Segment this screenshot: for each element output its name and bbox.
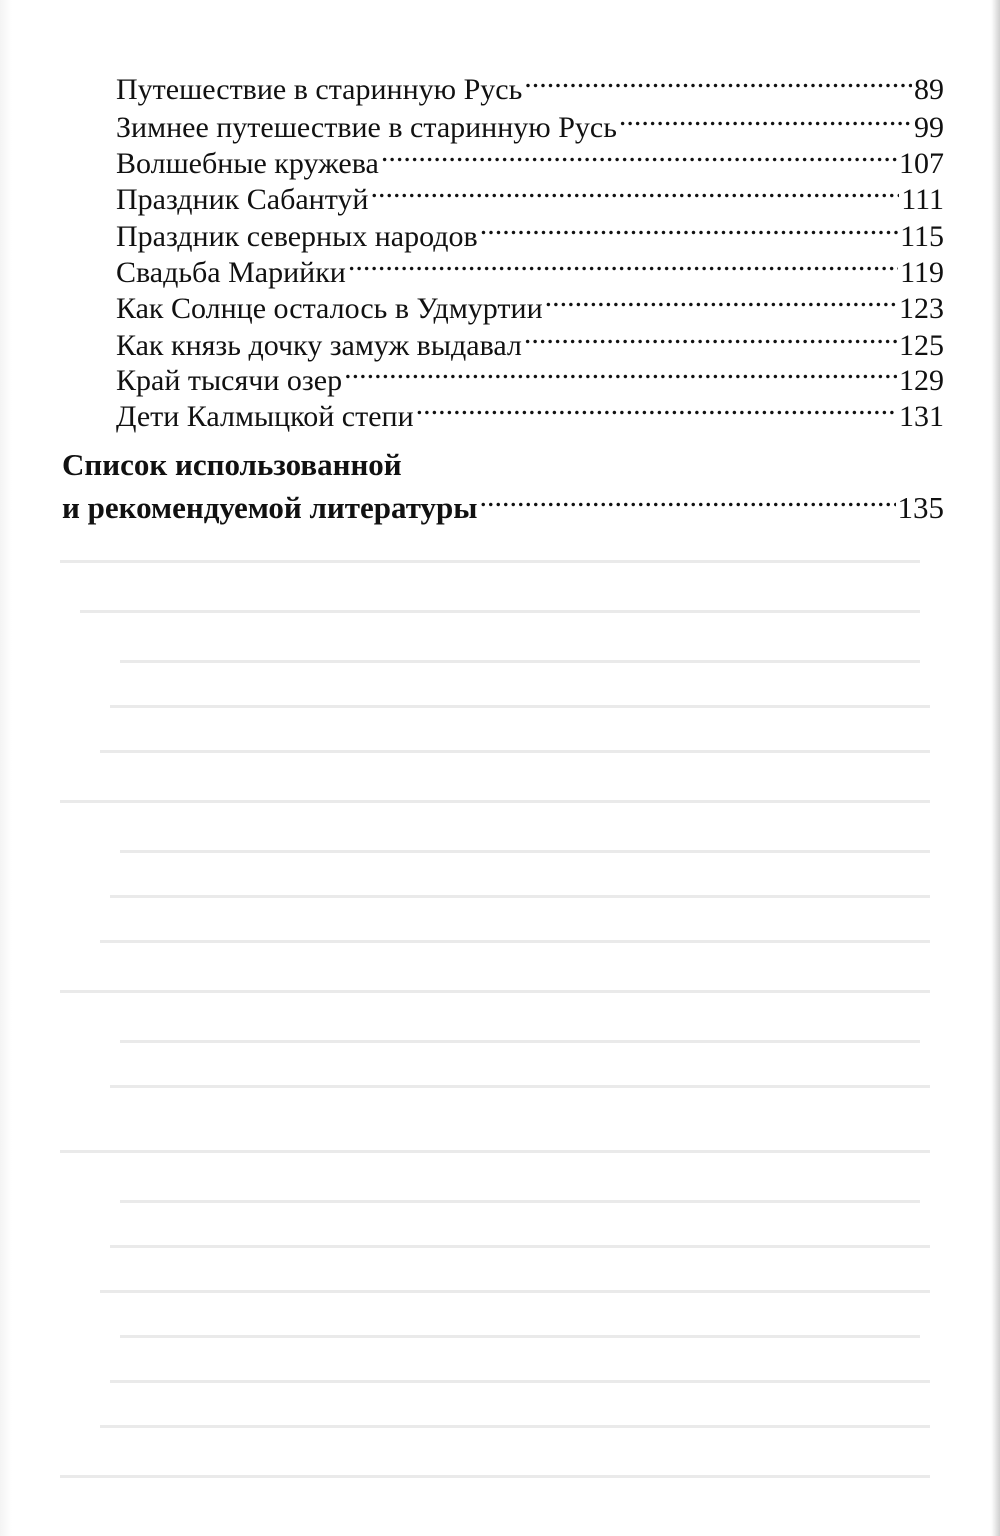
- toc-entry-title: Волшебные кружева: [116, 147, 379, 180]
- toc-entry-title: Зимнее путешествие в старинную Русь: [116, 111, 617, 144]
- toc-entry-title: Праздник северных народов: [116, 220, 478, 253]
- section-page: 135: [897, 490, 944, 525]
- dot-leader: [480, 212, 898, 246]
- toc-entry: [116, 175, 944, 217]
- toc-entry: [116, 65, 944, 107]
- dot-leader: [524, 321, 897, 355]
- toc-entry-page: 125: [899, 329, 944, 362]
- toc-entry-page: 111: [901, 183, 944, 216]
- toc-entry-title: Праздник Сабантуй: [116, 183, 369, 216]
- section-heading-line2: и рекомендуемой литературы: [62, 490, 478, 525]
- toc-entry-page: 99: [914, 111, 944, 144]
- dot-leader: [619, 103, 912, 137]
- toc-entry-title: Путешествие в старинную Русь: [116, 73, 523, 106]
- toc-entry-page: 89: [914, 73, 944, 106]
- toc-entry-title: Свадьба Марийки: [116, 256, 346, 289]
- dot-leader: [344, 356, 897, 390]
- toc-entry-title: Край тысячи озер: [116, 364, 343, 397]
- toc-entry-page: 131: [899, 400, 944, 433]
- toc-entry-page: 119: [900, 256, 944, 289]
- toc-entry-page: 115: [900, 220, 944, 253]
- dot-leader: [545, 284, 897, 318]
- dot-leader: [381, 139, 897, 173]
- dot-leader: [416, 392, 897, 426]
- section-entry: [62, 482, 944, 526]
- dot-leader: [479, 482, 895, 518]
- page-edge-shadow: [992, 0, 1000, 1536]
- toc-entry-page: 123: [899, 292, 944, 325]
- toc-entry: [116, 284, 944, 326]
- dot-leader: [348, 248, 898, 282]
- section-heading-line1: Список использованной: [62, 447, 402, 482]
- toc-entry-title: Как князь дочку замуж выдавал: [116, 329, 522, 362]
- toc-entry-page: 107: [899, 147, 944, 180]
- toc-entry-title: Дети Калмыцкой степи: [116, 400, 414, 433]
- dot-leader: [370, 175, 899, 209]
- dot-leader: [524, 65, 912, 99]
- toc-entry-title: Как Солнце осталось в Удмуртии: [116, 292, 543, 325]
- toc-entry-page: 129: [899, 364, 944, 397]
- toc-entry: [116, 392, 944, 434]
